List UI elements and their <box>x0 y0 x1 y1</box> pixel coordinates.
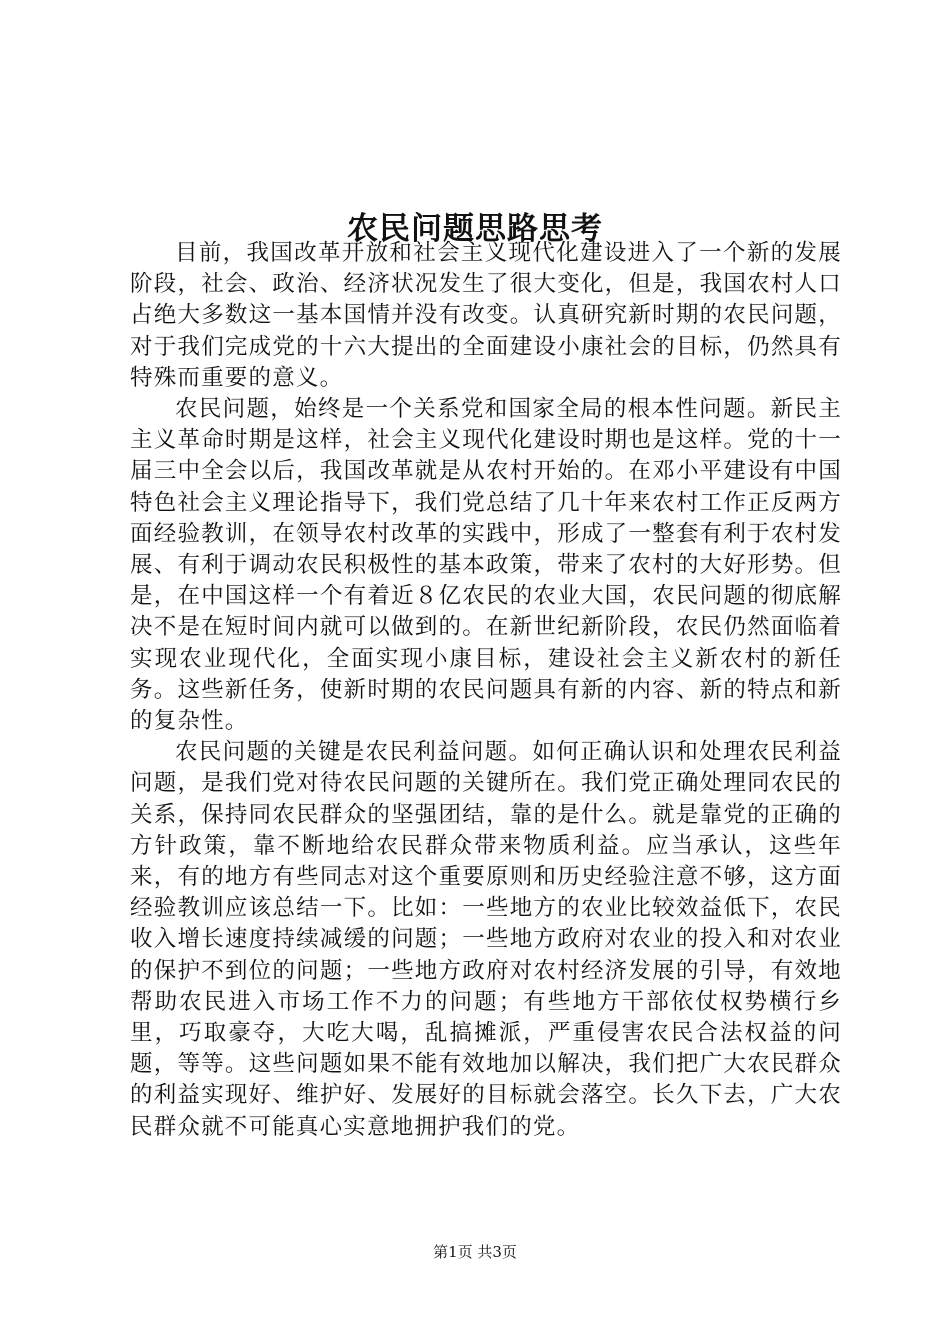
paragraph-1: 目前，我国改革开放和社会主义现代化建设进入了一个新的发展阶段，社会、政治、经济状况发生了很大变化，但是，我国农村人口占绝大多数这一基本国情并没有改变。认真研究新时期的农民问题，对于我们完成党的十六大提出的全面建设小康社会的目标，仍然具有特殊而重要的意义。 <box>130 240 842 391</box>
paragraph-3: 农民问题的关键是农民利益问题。如何正确认识和处理农民利益问题，是我们党对待农民问题的关键所在。我们党正确处理同农民的关系，保持同农民群众的坚强团结，靠的是什么。就是靠党的正确的方针政策，靠不断地给农民群众带来物质利益。应当承认，这些年来，有的地方有些同志对这个重要原则和历史经验注意不够，这方面经验教训应该总结一下。比如：一些地方的农业比较效益低下，农民收入增长速度持续减缓的问题；一些地方政府对农业的投入和对农业的保护不到位的问题；一些地方政府对农村经济发展的引导，有效地帮助农民进入市场工作不力的问题；有些地方干部依仗权势横行乡里，巧取豪夺，大吃大喝，乱搞摊派，严重侵害农民合法权益的问题，等等。这些问题如果不能有效地加以解决，我们把广大农民群众的利益实现好、维护好、发展好的目标就会落空。长久下去，广大农民群众就不可能真心实意地拥护我们的党。 <box>130 739 842 1140</box>
page-footer: 第1页 共3页 <box>433 1243 517 1261</box>
document-title: 农民问题思路思考 <box>347 210 603 247</box>
document-body <box>130 238 842 1143</box>
paragraph-2: 农民问题，始终是一个关系党和国家全局的根本性问题。新民主主义革命时期是这样，社会主义现代化建设时期也是这样。党的十一届三中全会以后，我国改革就是从农村开始的。在邓小平建设有中国特色社会主义理论指导下，我们党总结了几十年来农村工作正反两方面经验教训，在领导农村改革的实践中，形成了一整套有利于农村发展、有利于调动农民积极性的基本政策，带来了农村的大好形势。但是，在中国这样一个有着近８亿农民的农业大国，农民问题的彻底解决不是在短时间内就可以做到的。在新世纪新阶段，农民仍然面临着实现农业现代化，全面实现小康目标，建设社会主义新农村的新任务。这些新任务，使新时期的农民问题具有新的内容、新的特点和新的复杂性。 <box>130 396 842 735</box>
